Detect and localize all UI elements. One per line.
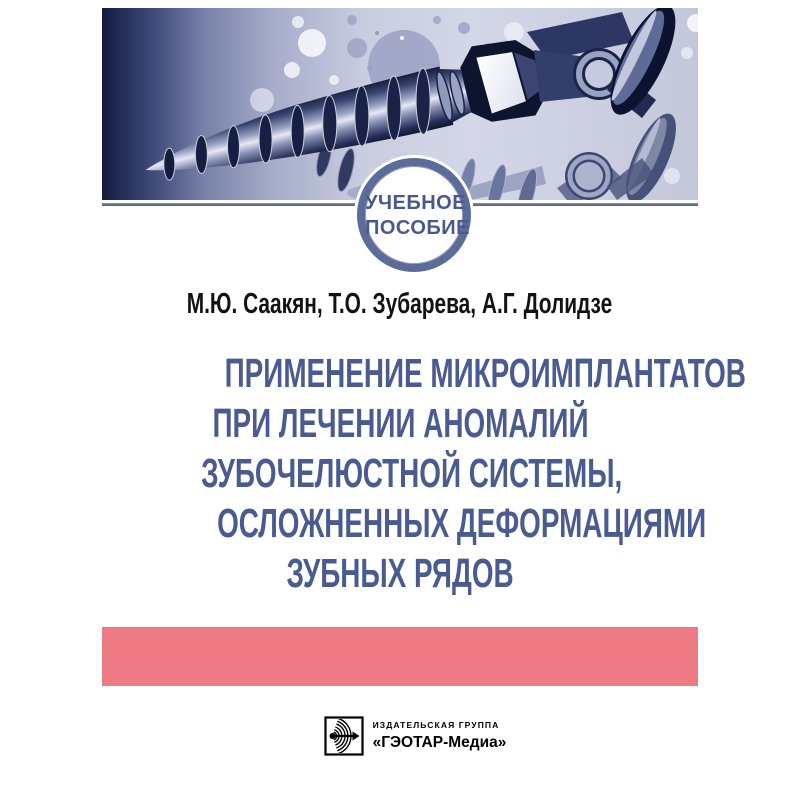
title-line-3: ЗУБОЧЕЛЮСТНОЙ СИСТЕМЫ, (201, 450, 623, 496)
badge-text-line1: УЧЕБНОЕ (365, 192, 467, 214)
publisher-group-label: ИЗДАТЕЛЬСКАЯ ГРУППА (372, 720, 500, 730)
title-line-1: ПРИМЕНЕНИЕ МИКРОИМПЛАНТАТОВ (224, 350, 746, 396)
title-line-5: ЗУБНЫХ РЯДОВ (286, 550, 514, 596)
authors-line (102, 287, 698, 321)
book-title (102, 348, 746, 598)
authors-text: М.Ю. Саакян, Т.О. Зубарева, А.Г. Долидзе (187, 288, 613, 320)
title-line-2: ПРИ ЛЕЧЕНИИ АНОМАЛИЙ (211, 400, 589, 446)
study-guide-badge (357, 158, 471, 272)
badge-text-line2: ПОСОБИЕ (365, 217, 471, 239)
title-line-4: ОСЛОЖНЕННЫХ ДЕФОРМАЦИЯМИ (217, 500, 707, 546)
pink-band (102, 627, 698, 686)
publisher-logo (117, 716, 713, 756)
publisher-name: «ГЭОТАР-Медиа» (372, 734, 507, 751)
geotar-logo-icon (324, 716, 364, 756)
